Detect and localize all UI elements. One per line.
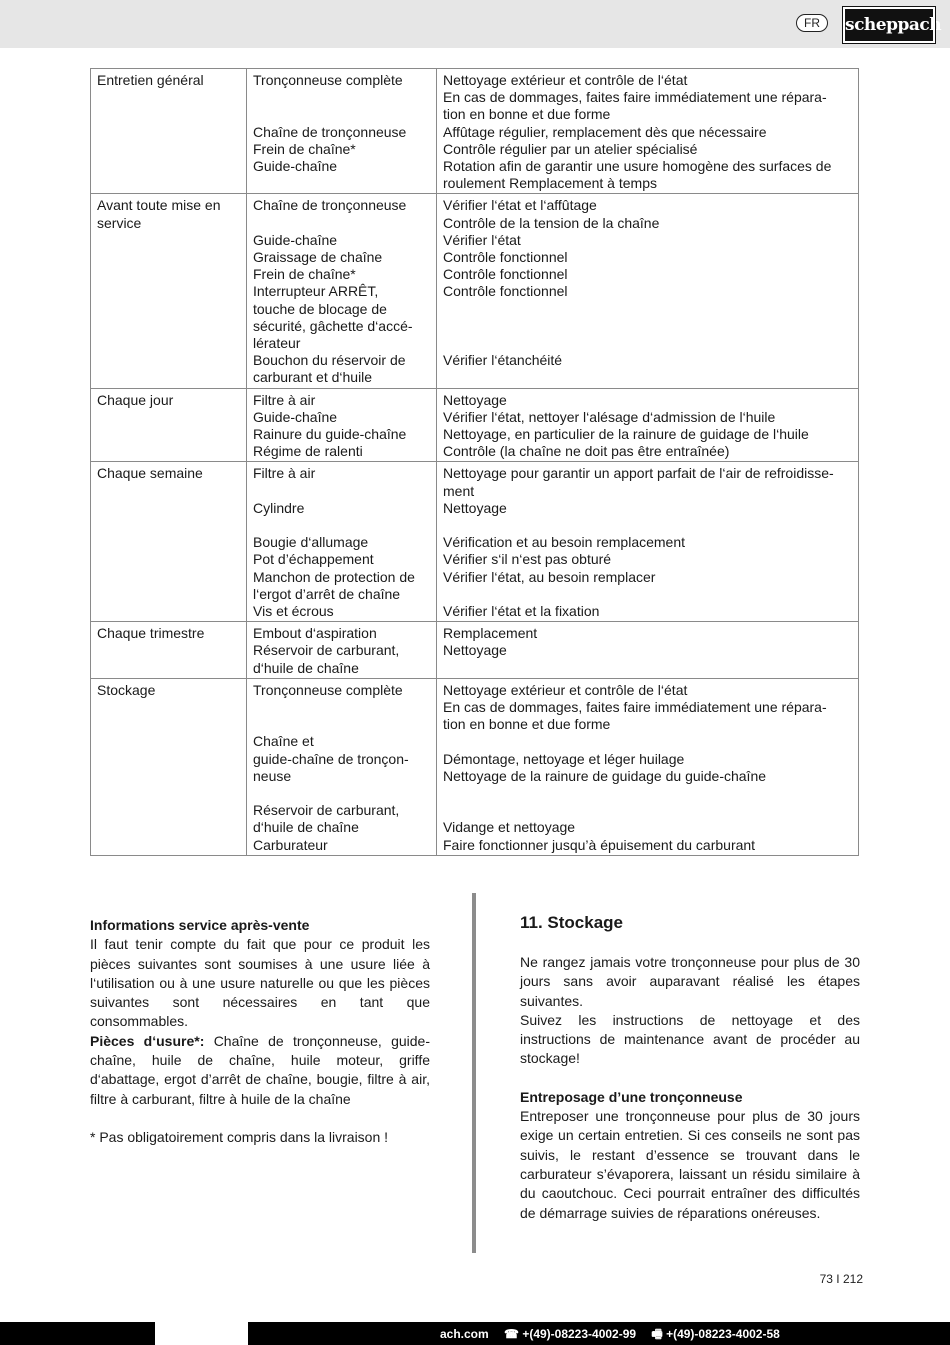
header-bar: [0, 0, 950, 48]
footer-contact: [440, 1325, 792, 1345]
table-row: [91, 69, 859, 194]
cell-line: Nettoyage: [443, 391, 507, 408]
cell-line: Interrupteur ARRÊT,: [253, 283, 379, 300]
interval-cell: [91, 462, 247, 622]
cell-line: Embout d‘aspiration: [253, 625, 377, 642]
cell-line: [253, 716, 430, 733]
cell-line: tion en bonne et due forme: [443, 106, 611, 123]
cell-line: [443, 586, 852, 603]
cell-line: Pot d’échappement: [253, 551, 374, 568]
cell-line: Vérifier l‘état, nettoyer l‘alésage d‘admission de l‘huile: [443, 408, 776, 425]
cell-line: sécurité, gâchette d‘accé-: [253, 317, 413, 334]
cell-line: Démontage, nettoyage et léger huilage: [443, 750, 685, 767]
interval-cell: [91, 678, 247, 855]
cell-line: [443, 301, 852, 318]
cell-line: En cas de dommages, faites faire immédiatement une répara-: [443, 699, 827, 716]
cell-line: Contrôle fonctionnel: [443, 249, 568, 266]
cell-line: Contrôle régulier par un atelier spécialisé: [443, 140, 698, 157]
storage-section: [520, 912, 860, 1223]
cell-line: [253, 215, 430, 232]
cell-line: Tronçonneuse complète: [253, 72, 403, 88]
brand-logo: scheppach: [843, 7, 935, 43]
interval-cell: [91, 622, 247, 679]
cell-line: Vérification et au besoin remplacement: [443, 534, 686, 551]
cell-line: Chaîne de tronçonneuse: [253, 123, 407, 140]
cell-line: Manchon de protection de: [253, 568, 415, 585]
delivery-note: * Pas obligatoirement compris dans la livraison !: [90, 1128, 389, 1145]
cell-line: Entretien général: [97, 72, 204, 88]
cell-line: Cylindre: [253, 499, 305, 516]
cell-line: Nettoyage: [443, 499, 507, 516]
cell-line: Vérifier l‘état et la fixation: [443, 603, 600, 620]
cell-line: Filtre à air: [253, 465, 316, 482]
cell-line: Bougie d‘allumage: [253, 534, 369, 551]
interval-cell: [91, 388, 247, 462]
wear-parts-text: Chaîne de tronçonneuse, guide-chaîne, huile de chaîne, huile moteur, griffe d‘abattage, ergot d’arrêt de chaîne, bougie, filtre à air, filtre à carburant, filtre à huile de la chaîne: [90, 1032, 430, 1107]
wear-parts-label: Pièces d‘usure*:: [90, 1032, 205, 1049]
cell-line: Carburateur: [253, 836, 328, 853]
storage-paragraph-2: Suivez les instructions de nettoyage et des instructions de maintenance avant de procéder au stockage!: [520, 1011, 860, 1067]
cell-line: Filtre à air: [253, 391, 316, 408]
action-cell: [437, 69, 859, 194]
cell-line: Guide-chaîne: [253, 408, 338, 425]
cell-line: Chaîne et: [253, 733, 314, 750]
cell-line: lérateur: [253, 335, 301, 352]
cell-line: [253, 106, 430, 123]
cell-line: Chaque trimestre: [97, 625, 205, 642]
cell-line: Frein de chaîne*: [253, 266, 356, 283]
cell-line: d‘huile de chaîne: [253, 659, 359, 676]
part-cell: [247, 194, 437, 388]
cell-line: Vidange et nettoyage: [443, 819, 576, 836]
cell-line: Chaîne de tronçonneuse: [253, 197, 407, 214]
cell-line: carburant et d‘huile: [253, 369, 373, 386]
cell-line: Nettoyage de la rainure de guidage du guide-chaîne: [443, 767, 767, 784]
cell-line: ment: [443, 482, 475, 499]
cell-line: Vérifier s‘il n‘est pas obturé: [443, 551, 612, 568]
cell-line: Vérifier l‘état: [443, 231, 521, 248]
part-cell: [247, 69, 437, 194]
part-cell: [247, 388, 437, 462]
cell-line: [253, 699, 430, 716]
cell-line: [253, 483, 430, 500]
table-row: [91, 622, 859, 679]
cell-line: [443, 517, 852, 534]
cell-line: d‘huile de chaîne: [253, 819, 359, 836]
cell-line: Vérifier l‘état, au besoin remplacer: [443, 568, 656, 585]
cell-line: service: [97, 214, 142, 231]
cell-line: Contrôle fonctionnel: [443, 266, 568, 283]
cell-line: [443, 802, 852, 819]
cell-line: Contrôle (la chaîne ne doit pas être entraînée): [443, 443, 730, 460]
cell-line: Régime de ralenti: [253, 443, 363, 460]
cell-line: neuse: [253, 767, 292, 784]
storage-paragraph-3: Entreposer une tronçonneuse pour plus de 30 jours exige un certain entretien. Si ces conseils ne sont pas suivis, le restant d’essence se trouvant dans le carburateur s’évaporera, laissant un résidu similaire à du caoutchouc. Ceci pourrait entraîner des difficultés de démarrage suivies de réparations onéreuses.: [520, 1108, 860, 1221]
storage-subheading: Entreposage d’une tronçonneuse: [520, 1088, 743, 1105]
cell-line: [253, 785, 430, 802]
action-cell: [437, 388, 859, 462]
cell-line: Nettoyage extérieur et contrôle de l‘état: [443, 681, 688, 698]
cell-line: Nettoyage extérieur et contrôle de l‘état: [443, 72, 688, 88]
footer-website: ach.com: [440, 1327, 489, 1341]
cell-line: roulement Remplacement à temps: [443, 175, 657, 192]
action-cell: [437, 194, 859, 388]
cell-line: Rainure du guide-chaîne: [253, 426, 407, 443]
cell-line: Vérifier l‘étanchéité: [443, 352, 563, 369]
column-divider: [472, 893, 476, 1253]
storage-heading: 11. Stockage: [520, 913, 624, 932]
wear-parts-paragraph: [90, 1032, 430, 1109]
part-cell: [247, 678, 437, 855]
footer-white-block: [155, 1322, 248, 1345]
maintenance-table: [90, 68, 859, 856]
cell-line: Contrôle de la tension de la chaîne: [443, 214, 660, 231]
cell-line: [443, 318, 852, 335]
cell-line: Tronçonneuse complète: [253, 681, 403, 698]
service-info-heading: Informations service après-vente: [90, 917, 310, 933]
cell-line: [253, 517, 430, 534]
table-row: [91, 388, 859, 462]
cell-line: [443, 733, 852, 750]
footer-fax: 🖷 +(49)-08223-4002-58: [651, 1327, 780, 1341]
cell-line: Vis et écrous: [253, 603, 334, 620]
cell-line: touche de blocage de: [253, 300, 387, 317]
cell-line: guide-chaîne de tronçon-: [253, 750, 409, 767]
cell-line: Guide-chaîne: [253, 231, 338, 248]
interval-cell: [91, 69, 247, 194]
cell-line: Bouchon du réservoir de: [253, 352, 406, 369]
cell-line: Nettoyage, en particulier de la rainure de guidage de l‘huile: [443, 426, 809, 443]
cell-line: Rotation afin de garantir une usure homogène des surfaces de: [443, 158, 832, 175]
table-row: [91, 194, 859, 388]
cell-line: En cas de dommages, faites faire immédiatement une répara-: [443, 89, 827, 106]
cell-line: [253, 89, 430, 106]
part-cell: [247, 622, 437, 679]
cell-line: Chaque semaine: [97, 465, 203, 482]
cell-line: Avant toute mise en: [97, 197, 221, 214]
cell-line: [443, 785, 852, 802]
cell-line: Réservoir de carburant,: [253, 802, 400, 819]
footer-bar: [0, 1322, 950, 1345]
cell-line: Stockage: [97, 681, 156, 698]
part-cell: [247, 462, 437, 622]
cell-line: Nettoyage: [443, 642, 507, 659]
storage-paragraph-1: Ne rangez jamais votre tronçonneuse pour plus de 30 jours sans avoir auparavant réalisé les étapes suivantes.: [520, 954, 860, 1009]
cell-line: Graissage de chaîne: [253, 249, 383, 266]
cell-line: [443, 335, 852, 352]
cell-line: Contrôle fonctionnel: [443, 283, 568, 300]
cell-line: Guide-chaîne: [253, 157, 338, 174]
page-number: 73 I 212: [819, 1272, 863, 1286]
language-badge: FR: [796, 14, 828, 32]
interval-cell: [91, 194, 247, 388]
service-info-section: [90, 916, 430, 1147]
action-cell: [437, 622, 859, 679]
service-info-paragraph: Il faut tenir compte du fait que pour ce produit les pièces suivantes sont soumises à une usure liée à l‘utilisation ou à une usure naturelle ou que les pièces suivantes sont nécessaires en tant que consommables.: [90, 936, 430, 1030]
cell-line: Affûtage régulier, remplacement dès que nécessaire: [443, 123, 767, 140]
cell-line: tion en bonne et due forme: [443, 716, 611, 733]
cell-line: Nettoyage pour garantir un apport parfait de l‘air de refroidisse-: [443, 465, 834, 482]
cell-line: Frein de chaîne*: [253, 140, 356, 157]
action-cell: [437, 678, 859, 855]
footer-phone: ☎ +(49)-08223-4002-99: [504, 1327, 637, 1341]
cell-line: Vérifier l‘état et l‘affûtage: [443, 197, 597, 214]
cell-line: Chaque jour: [97, 391, 174, 408]
table-row: [91, 462, 859, 622]
table-row: [91, 678, 859, 855]
cell-line: Réservoir de carburant,: [253, 642, 400, 659]
action-cell: [437, 462, 859, 622]
cell-line: l‘ergot d’arrêt de chaîne: [253, 585, 401, 602]
cell-line: Faire fonctionner jusqu’à épuisement du carburant: [443, 836, 756, 853]
cell-line: Remplacement: [443, 625, 538, 642]
